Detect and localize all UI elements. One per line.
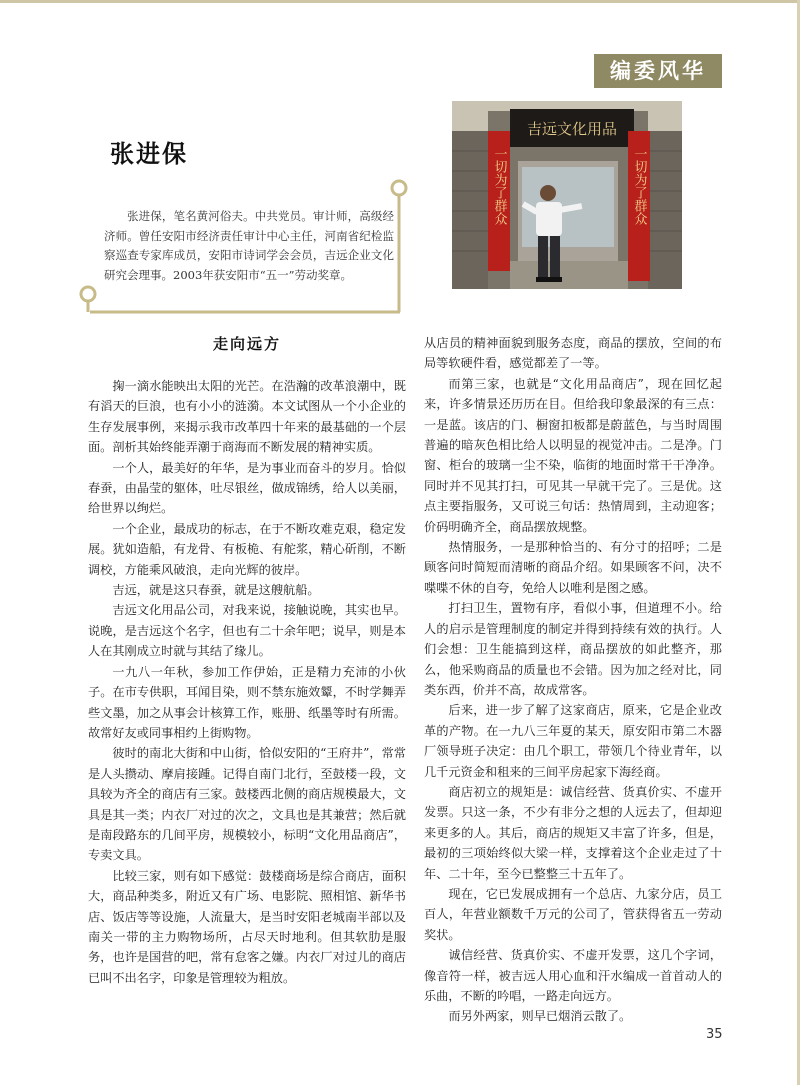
paragraph: 彼时的南北大街和中山街，恰似安阳的“王府井”，常常是人头攒动、摩肩接踵。记得自南门北行，至鼓楼一段，文具较为齐全的商店有三家。鼓楼西北侧的商店规模最大，文具是其一类；内衣厂对过的次之，文具也是其兼营；然后就是南段路东的几间平房，规模较小，标明“文化用品商店”，专卖文具。 xyxy=(88,746,406,863)
author-photo xyxy=(452,101,682,289)
top-rule xyxy=(0,0,800,3)
photo-sign: 吉远文化用品 xyxy=(526,120,618,138)
paragraph: 商店初立的规矩是：诚信经营、货真价实、不虚开发票。只这一条，不少有非分之想的人远去了，但却迎来更多的人。其后，商店的规矩又丰富了许多，但是，最初的三项始终似大梁一样，支撑着这个企业走过了十年、二十年，至今已整整三十五年了。 xyxy=(424,784,722,881)
page-number: 35 xyxy=(706,1027,723,1042)
article-title: 走向远方 xyxy=(212,335,281,353)
paragraph: 掬一滴水能映出太阳的光芒。在浩瀚的改革浪潮中，既有滔天的巨浪，也有小小的涟漪。本文试图从一个小企业的生存发展事例，来揭示我市改革四十年来的最基础的一个层面。剖析其始终能弄潮于商海而不断发展的精神实质。 xyxy=(88,379,406,455)
paragraph: 一九八一年秋，参加工作伊始，正是精力充沛的小伙子。在市专供职，耳闻目染，则不禁东施效颦，不时学舞弄些文墨，加之从事会计核算工作，账册、纸墨等时有所需。故常好友或同事相约上街购物。 xyxy=(88,664,406,740)
paragraph: 诚信经营、货真价实、不虚开发票，这几个字词，像音符一样，被吉远人用心血和汗水编成一首首动人的乐曲，不断的吟唱，一路走向远方。 xyxy=(424,948,722,1003)
article-column-right xyxy=(424,333,722,1027)
paragraph: 热情服务，一是那种恰当的、有分寸的招呼；二是顾客问时简短而清晰的商品介绍。如果顾客不问，决不喋喋不休的自夸，免给人以唯利是图之感。 xyxy=(424,540,722,595)
paragraph: 后来，进一步了解了这家商店，原来，它是企业改革的产物。在一九八三年夏的某天，原安阳市第二木器厂领导班子决定：由几个职工，带领几个待业青年，以几千元资金和租来的三间平房起家下海经商。 xyxy=(424,703,722,779)
photo-couplet-left: 一切为了群众 xyxy=(491,147,507,225)
paragraph: 一个人，最美好的年华，是为事业而奋斗的岁月。恰似春蚕，由晶莹的躯体，吐尽银丝，做成锦绣，给人以美丽，给世界以绚烂。 xyxy=(88,460,406,516)
author-name: 张进保 xyxy=(110,140,188,168)
article-column-left xyxy=(88,376,406,988)
paragraph: 而第三家，也就是“文化用品商店”，现在回忆起来，许多情景还历历在目。但给我印象最深的有三点：一是蓝。该店的门、橱窗扣板都是蔚蓝色，与当时周围普遍的暗灰色相比给人以明显的视觉冲击。二是净。门窗、柜台的玻璃一尘不染，临街的地面时常干干净净。同时并不见其打扫，可见其一早就干完了。三是优。这点主要指服务，又可说三句话：热情周到，主动迎客；价码明确齐全，商品摆放规整。 xyxy=(424,376,722,534)
paragraph-continued: 从店员的精神面貌到服务态度，商品的摆放，空间的布局等软硬件看，感觉都差了一等。 xyxy=(424,336,722,371)
paragraph: 打扫卫生，置物有序，看似小事，但道理不小。给人的启示是管理制度的制定并得到持续有效的执行。人们会想：卫生能搞到这样，商品摆放的如此整齐，那么，他采购商品的质量也不会错。因为加之经对比，同类东西，价并不高，故成常客。 xyxy=(424,601,722,697)
paragraph: 一个企业，最成功的标志，在于不断攻难克艰，稳定发展。犹如造船，有龙骨、有板桅、有舵浆，精心斫削，不断调校，方能乘风破浪，走向光辉的彼岸。 xyxy=(88,521,406,577)
paragraph: 比较三家，则有如下感觉：鼓楼商场是综合商店，面积大，商品种类多，附近又有广场、电影院、照相馆、新华书店、饭店等等设施，人流量大，是当时安阳老城南半部以及南关一带的主力购物场所，占尽天时地利。但其软肋是服务，也许是国营的吧，常有怠客之嫌。内衣厂对过儿的商店已叫不出名字，印象是管理较为粗放。 xyxy=(88,868,406,985)
paragraph: 而另外两家，则早已烟消云散了。 xyxy=(448,1009,632,1024)
section-badge: 编委风华 xyxy=(594,54,722,88)
photo-couplet-right: 一切为了群众 xyxy=(631,147,647,225)
paragraph: 现在，它已发展成拥有一个总店、九家分店，员工百人，年营业额数千万元的公司了，管获得省五一劳动奖状。 xyxy=(424,886,722,942)
author-bio: 张进保，笔名黄河俗夫。中共党员。审计师，高级经济师。曾任安阳市经济责任审计中心主任，河南省纪检监察巡查专家库成员，安阳市诗词学会会员，吉远企业文化研究会理事。2003年获安阳市“五一”劳动奖章。 xyxy=(104,209,394,282)
paragraph: 吉远，就是这只春蚕，就是这艘航船。 xyxy=(112,583,320,598)
paragraph: 吉远文化用品公司，对我来说，接触说晚，其实也早。说晚，是吉远这个名字，但也有二十余年吧；说早，则是本人在其刚成立时就与其结了缘儿。 xyxy=(88,603,406,659)
